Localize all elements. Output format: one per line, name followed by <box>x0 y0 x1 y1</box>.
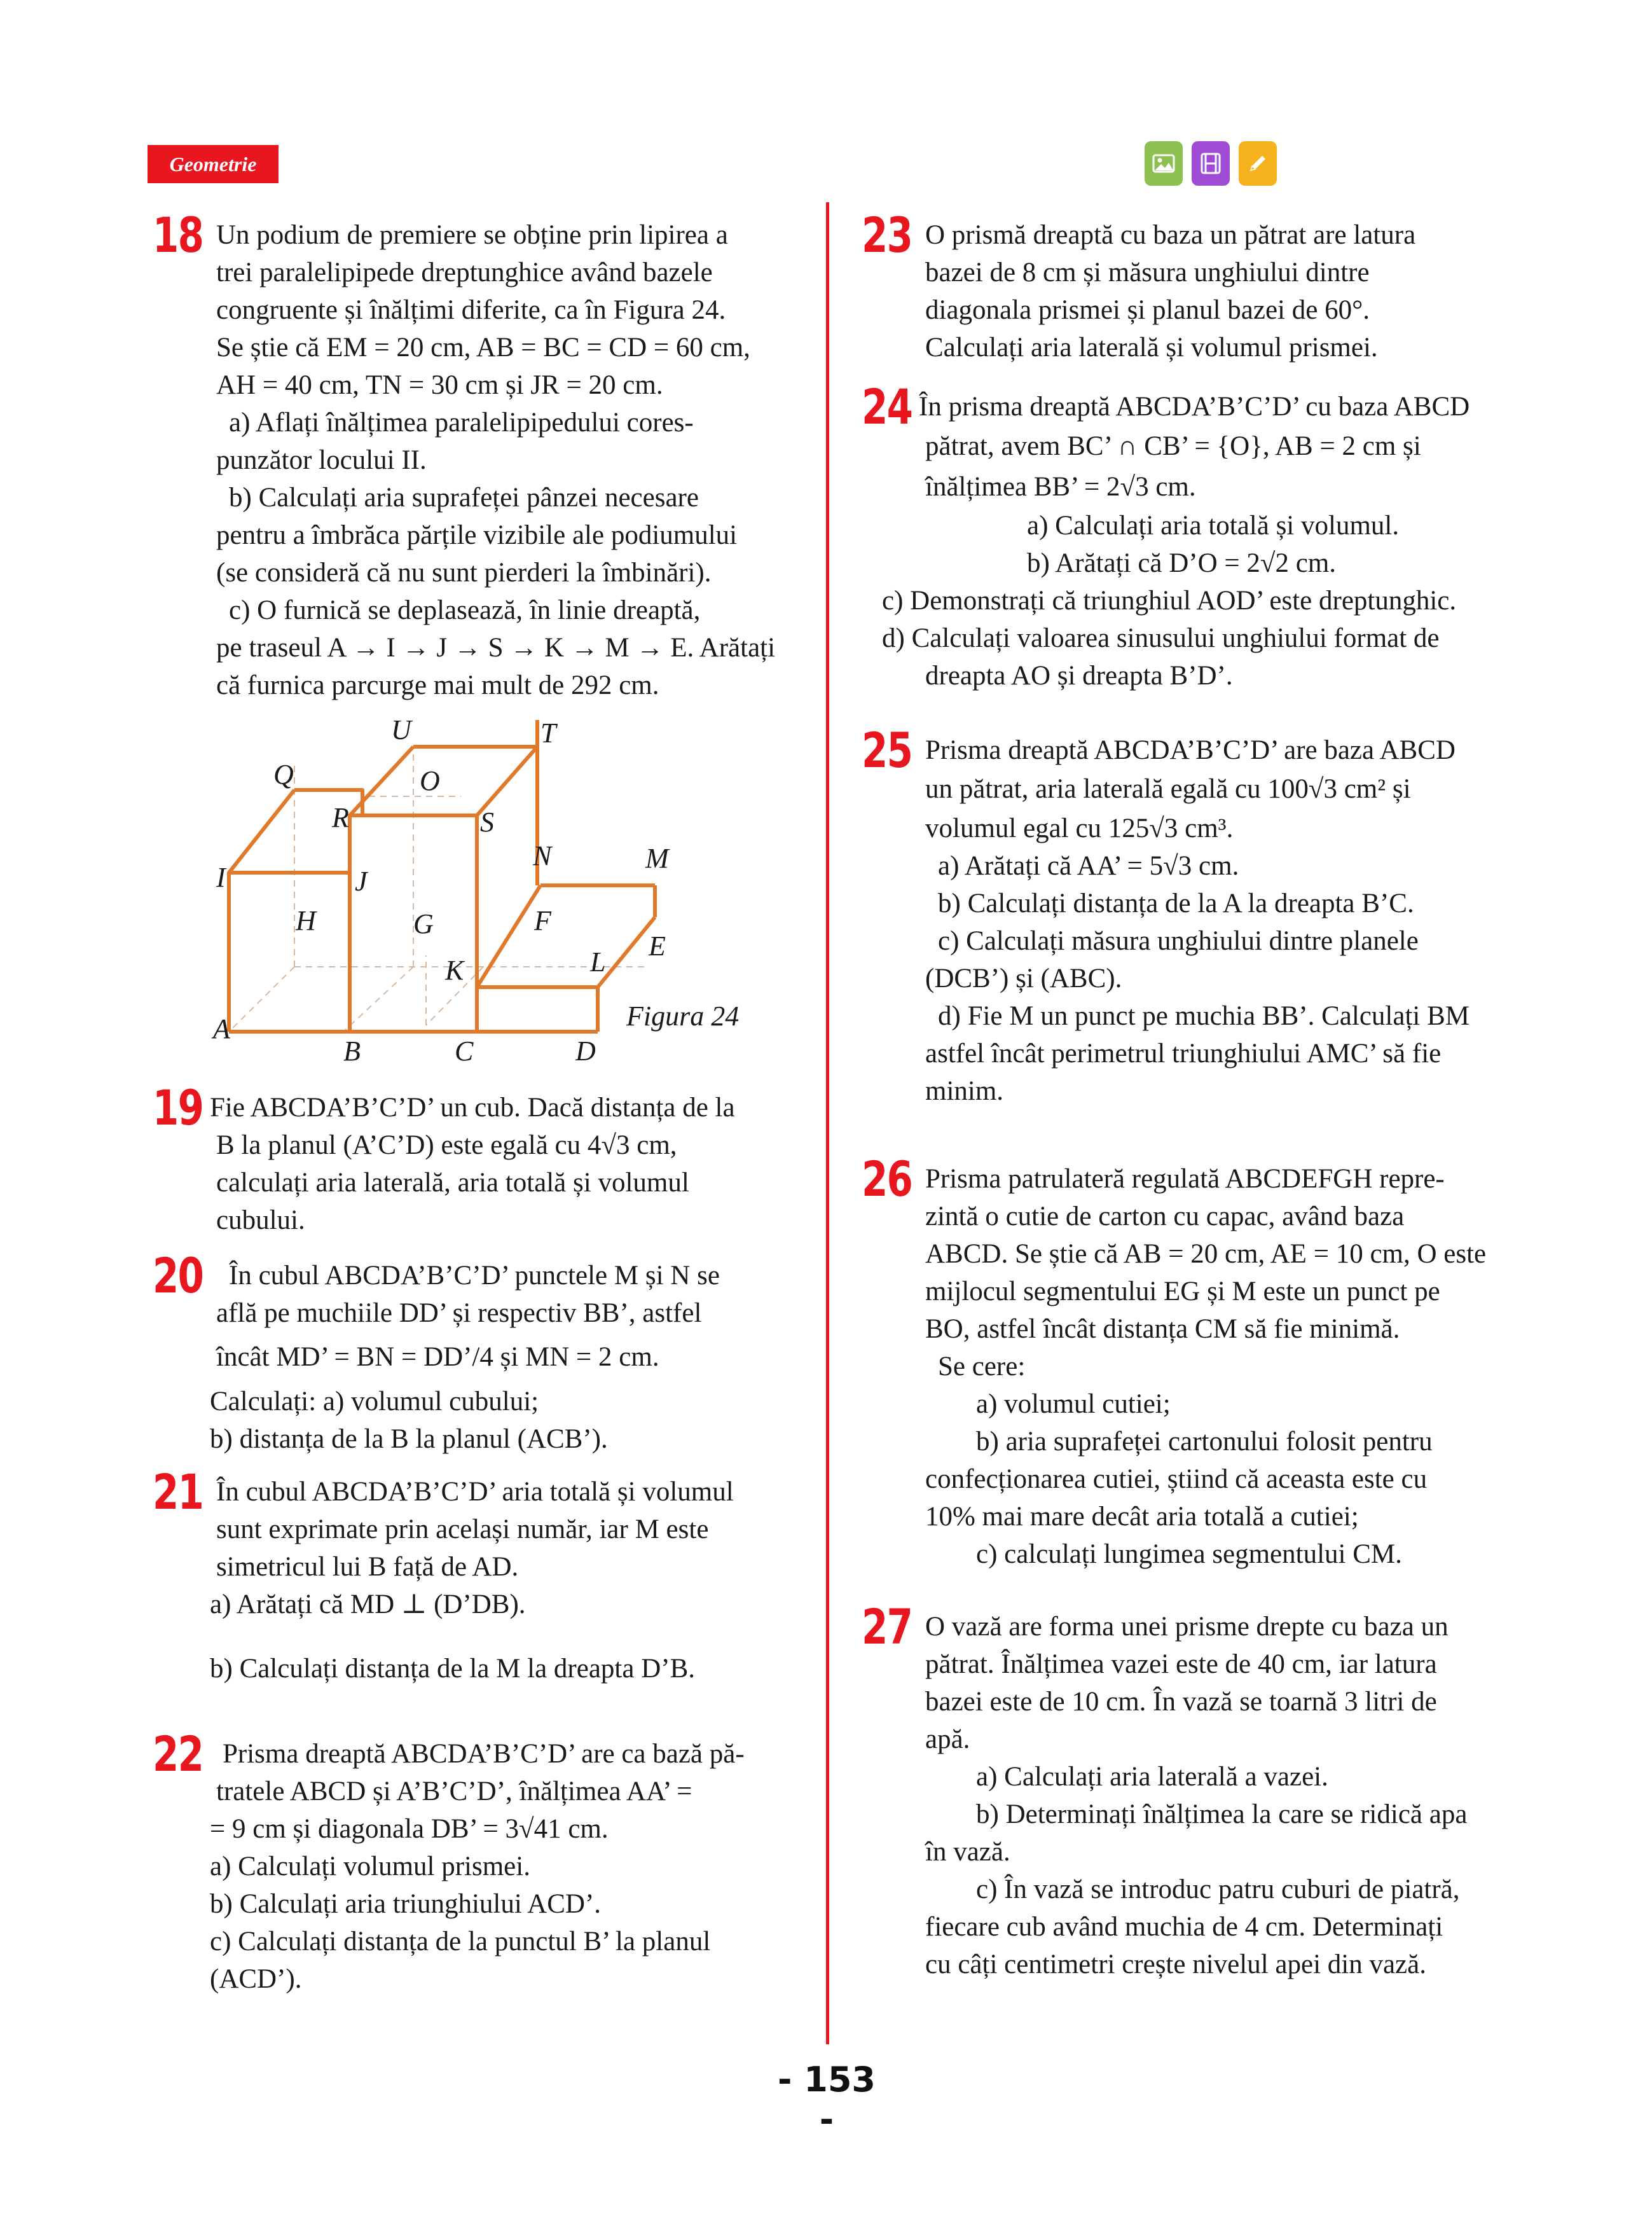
figure-label: T <box>540 720 556 749</box>
figure-label: R <box>332 802 349 833</box>
figure-label: S <box>480 807 494 838</box>
problem-text-line: c) Calculați măsura unghiului dintre planele <box>938 926 1419 956</box>
problem-text-line: O prismă dreaptă cu baza un pătrat are latura <box>925 220 1416 250</box>
problem-text-line: fiecare cub având muchia de 4 cm. Determinați <box>925 1912 1443 1942</box>
problem-text-line: află pe muchiile DD’ și respectiv BB’, astfel <box>216 1298 702 1328</box>
problem-text-line: Prisma patrulateră regulată ABCDEFGH repre- <box>925 1164 1445 1194</box>
problem-number: 20 <box>153 1247 203 1304</box>
problem-number: 27 <box>862 1598 912 1655</box>
problem-text-line: bazei de 8 cm și măsura unghiului dintre <box>925 258 1370 287</box>
problem-text-line: Se știe că EM = 20 cm, AB = BC = CD = 60 cm, <box>216 333 750 363</box>
problem-text-line: b) Calculați distanța de la M la dreapta D’B. <box>210 1654 695 1684</box>
figure-label: G <box>413 908 434 939</box>
problem-text-line: b) Calculați aria triunghiului ACD’. <box>210 1889 602 1919</box>
problem-text-line: sunt exprimate prin același număr, iar M este <box>216 1514 709 1544</box>
problem-text-line: a) Arătați că MD ⊥ (D’DB). <box>210 1589 526 1619</box>
problem-text-line: simetricul lui B față de AD. <box>216 1552 519 1582</box>
problem-text-line: încât MD’ = BN = DD’/4 și MN = 2 cm. <box>216 1342 659 1372</box>
problem-text-line: volumul egal cu 125√3 cm³. <box>925 814 1234 843</box>
problem-number: 23 <box>862 207 912 263</box>
problem-text-line: B la planul (A’C’D) este egală cu 4√3 cm, <box>216 1130 677 1160</box>
problem-text-line: mijlocul segmentului EG și M este un punct pe <box>925 1277 1440 1306</box>
problem-text-line: confecționarea cutiei, știind că aceasta este cu <box>925 1464 1428 1494</box>
problem-text-line: Se cere: <box>938 1352 1026 1382</box>
problem-number: 24 <box>862 378 912 435</box>
problem-text-line: zintă o cutie de carton cu capac, având baza <box>925 1201 1405 1231</box>
problem-text-line: b) Determinați înălțimea la care se ridică apa <box>976 1799 1468 1829</box>
problem-text-line: congruente și înălțimi diferite, ca în Figura 24. <box>216 295 726 325</box>
problem-number: 22 <box>153 1726 203 1782</box>
problem-text-line: pătrat. Înălțimea vazei este de 40 cm, iar latura <box>925 1649 1437 1679</box>
problem-25 <box>862 722 1523 1160</box>
figure-label: D <box>575 1035 596 1067</box>
figure-label: J <box>355 866 368 897</box>
right-column <box>862 207 1523 1983</box>
problem-text-line: d) Calculați valoarea sinusului unghiului format de <box>882 623 1440 653</box>
problem-text-line: dreapta AO și dreapta B’D’. <box>925 661 1233 691</box>
problem-text-line: În cubul ABCDA’B’C’D’ aria totală și volumul <box>216 1477 734 1507</box>
problem-24 <box>862 378 1523 731</box>
problem-text-line: (se consideră că nu sunt pierderi la îmbinări). <box>216 558 712 588</box>
podium-figure <box>153 720 788 1089</box>
problem-text-line: a) Calculați aria totală și volumul. <box>1027 511 1400 541</box>
problem-22 <box>153 1726 792 1998</box>
figure-label: A <box>213 1013 230 1044</box>
problem-text-line: Calculați: a) volumul cubului; <box>210 1387 539 1416</box>
problem-text-line: bazei este de 10 cm. În vază se toarnă 3 litri de <box>925 1687 1437 1717</box>
left-column <box>153 207 792 1998</box>
problem-text-line: ABCD. Se știe că AB = 20 cm, AE = 10 cm, O este <box>925 1239 1487 1269</box>
film-icon[interactable] <box>1192 141 1230 186</box>
problem-text-line: înălțimea BB’ = 2√3 cm. <box>925 472 1196 502</box>
problem-text-line: O vază are forma unei prisme drepte cu baza un <box>925 1612 1449 1642</box>
problem-text-line: în vază. <box>925 1837 1010 1867</box>
figure-label: N <box>533 840 552 871</box>
problem-number: 18 <box>153 207 203 263</box>
problem-text-line: BO, astfel încât distanța CM să fie minimă. <box>925 1314 1400 1344</box>
problem-text-line: = 9 cm și diagonala DB’ = 3√41 cm. <box>210 1814 609 1844</box>
figure-label: I <box>216 862 226 893</box>
problem-text-line: Calculați aria laterală și volumul prismei. <box>925 333 1378 363</box>
figure-label: B <box>343 1035 361 1067</box>
problem-19 <box>153 1079 792 1257</box>
problem-text-line: tratele ABCD și A’B’C’D’, înălțimea AA’ = <box>216 1776 692 1806</box>
problem-text-line: (DCB’) și (ABC). <box>925 964 1122 994</box>
problem-text-line: pe traseul A → I → J → S → K → M → E. Arătați <box>216 633 776 663</box>
problem-text-line: c) calculați lungimea segmentului CM. <box>976 1539 1402 1569</box>
figure-label: E <box>649 931 666 962</box>
problem-text-line: (ACD’). <box>210 1964 302 1994</box>
figure-24 <box>153 720 792 1089</box>
problem-23 <box>862 207 1523 388</box>
problem-text-line: b) distanța de la B la planul (ACB’). <box>210 1424 608 1454</box>
problem-number: 25 <box>862 722 912 779</box>
problem-text-line: Fie ABCDA’B’C’D’ un cub. Dacă distanța de la <box>210 1093 735 1123</box>
problem-number: 21 <box>153 1464 203 1520</box>
problem-text-line: a) Calculați volumul prismei. <box>210 1852 530 1881</box>
problem-20 <box>153 1247 792 1473</box>
problem-text-line: AH = 40 cm, TN = 30 cm și JR = 20 cm. <box>216 370 663 400</box>
problem-text-line: În cubul ABCDA’B’C’D’ punctele M și N se <box>229 1261 720 1291</box>
page-number: - 153 - <box>778 2060 876 2140</box>
problem-text-line: Prisma dreaptă ABCDA’B’C’D’ are baza ABCD <box>925 735 1456 765</box>
problem-text-line: c) În vază se introduc patru cuburi de piatră, <box>976 1874 1460 1904</box>
figure-label: C <box>455 1035 474 1067</box>
problem-text-line: În prisma dreaptă ABCDA’B’C’D’ cu baza ABCD <box>919 392 1470 422</box>
problem-text-line: cu câți centimetri crește nivelul apei din vază. <box>925 1949 1426 1979</box>
problem-text-line: calculați aria laterală, aria totală și volumul <box>216 1168 689 1198</box>
problem-text-line: b) Calculați aria suprafeței pânzei necesare <box>229 483 699 513</box>
problem-text-line: d) Fie M un punct pe muchia BB’. Calculați BM <box>938 1001 1470 1031</box>
problem-text-line: 10% mai mare decât aria totală a cutiei; <box>925 1502 1359 1532</box>
problem-text-line: pătrat, avem BC’ ∩ CB’ = {O}, AB = 2 cm și <box>925 431 1421 461</box>
problem-text-line: a) volumul cutiei; <box>976 1389 1171 1419</box>
problem-text-line: b) Arătați că D’O = 2√2 cm. <box>1027 548 1337 578</box>
image-icon[interactable] <box>1145 141 1183 186</box>
figure-label: F <box>534 905 551 936</box>
figure-label: Q <box>273 759 294 790</box>
problem-18 <box>153 207 792 720</box>
problem-text-line: trei paralelipipede dreptunghice având bazele <box>216 258 713 287</box>
problem-text-line: c) Demonstrați că triunghiul AOD’ este dreptunghic. <box>882 586 1457 616</box>
problem-text-line: cubului. <box>216 1205 305 1235</box>
problem-text-line: pentru a îmbrăca părțile vizibile ale podiumului <box>216 520 738 550</box>
problem-text-line: b) Calculați distanța de la A la dreapta B’C. <box>938 889 1414 918</box>
problem-27 <box>862 1598 1523 1983</box>
problem-text-line: apă. <box>925 1724 970 1754</box>
problem-text-line: astfel încât perimetrul triunghiului AMC’ să fie <box>925 1039 1442 1069</box>
figure-label: O <box>420 765 440 796</box>
figure-label: U <box>391 720 411 745</box>
problem-text-line: punzător locului II. <box>216 445 427 475</box>
column-divider <box>826 202 829 2044</box>
problem-text-line: b) aria suprafeței cartonului folosit pentru <box>976 1427 1433 1457</box>
problem-text-line: a) Aflați înălțimea paralelipipedului cores- <box>229 408 694 438</box>
problem-text-line: Un podium de premiere se obține prin lipirea a <box>216 220 728 250</box>
figure-label: K <box>445 955 464 986</box>
pencil-icon[interactable] <box>1239 141 1277 186</box>
problem-text-line: diagonala prismei și planul bazei de 60°. <box>925 295 1370 325</box>
problem-number: 19 <box>153 1079 203 1136</box>
problem-21 <box>153 1464 792 1735</box>
problem-text-line: c) O furnică se deplasează, în linie dreaptă, <box>229 595 701 625</box>
figure-label: H <box>296 905 316 936</box>
problem-text-line: un pătrat, aria laterală egală cu 100√3 cm² și <box>925 774 1411 804</box>
problem-number: 26 <box>862 1151 912 1207</box>
figure-caption: Figura 24 <box>626 1001 740 1032</box>
resource-icons <box>1145 141 1277 186</box>
problem-text-line: Prisma dreaptă ABCDA’B’C’D’ are ca bază pă- <box>223 1739 745 1769</box>
section-tag: Geometrie <box>148 145 279 183</box>
figure-label: M <box>645 843 669 874</box>
problem-text-line: a) Arătați că AA’ = 5√3 cm. <box>938 851 1239 881</box>
problem-26 <box>862 1151 1523 1608</box>
figure-label: L <box>590 946 606 978</box>
problem-text-line: minim. <box>925 1076 1004 1106</box>
problem-text-line: că furnica parcurge mai mult de 292 cm. <box>216 670 659 700</box>
problem-text-line: c) Calculați distanța de la punctul B’ la planul <box>210 1927 711 1956</box>
problem-text-line: a) Calculați aria laterală a vazei. <box>976 1762 1328 1792</box>
